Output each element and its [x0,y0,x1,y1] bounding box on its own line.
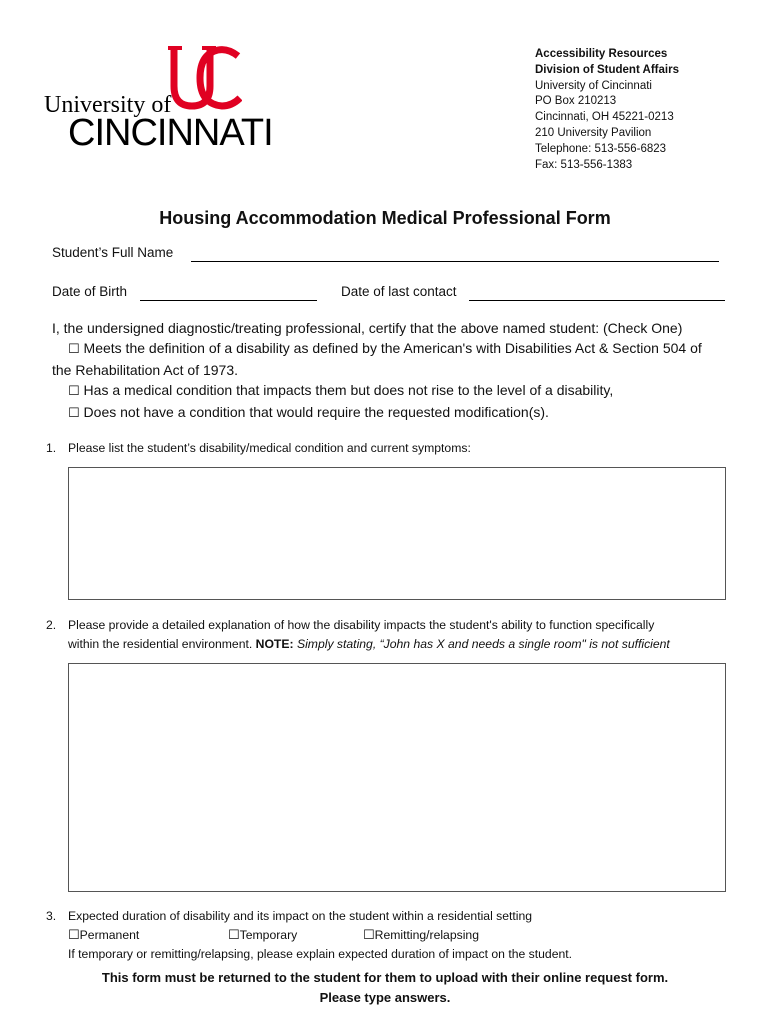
option-label: Has a medical condition that impacts them but does not rise to the level of a disability, [79,382,614,398]
checkbox-icon[interactable]: ☐ [68,342,80,357]
option-medical-condition[interactable] [52,380,732,402]
last-contact-field[interactable] [469,300,725,301]
footer-instructions [0,968,770,1008]
option-label: Meets the definition of a disability as defined by the American's with Disabilities Act & Section 504 of [79,340,702,356]
checkbox-icon[interactable]: ☐ [228,928,240,943]
checkbox-icon[interactable]: ☐ [68,384,80,399]
note-label: NOTE: [252,637,294,651]
logo-cincinnati-text: CINCINNATI [68,112,273,154]
address-line: University of Cincinnati [535,79,652,92]
checkbox-icon[interactable]: ☐ [68,406,80,421]
question-2-answer-box[interactable] [68,663,726,892]
note-text: Simply stating, “John has X and needs a single room" is not sufficient [293,637,670,651]
option-label: Does not have a condition that would require the requested modification(s). [79,404,549,420]
duration-permanent[interactable] [68,926,228,945]
option-disability[interactable] [52,338,732,360]
question-number: 2. [46,618,57,632]
question-2-line-text: within the residential environment. [68,637,253,651]
duration-label: Remitting/relapsing [374,928,479,942]
question-2-line: Please provide a detailed explanation of how the disability impacts the student's ability to function specifically [68,618,655,632]
form-title: Housing Accommodation Medical Professional Form [159,208,611,228]
address-line: Accessibility Resources [535,48,668,60]
student-name-label: Student’s Full Name [52,245,174,260]
question-number: 3. [46,909,57,923]
address-line: Division of Student Affairs [535,63,679,76]
duration-options [68,926,572,964]
duration-remitting[interactable] [363,926,479,945]
question-1-text: Please list the student’s disability/medical condition and current symptoms: [68,441,471,455]
address-line: Cincinnati, OH 45221-0213 [535,111,674,124]
certify-text: I, the undersigned diagnostic/treating professional, certify that the above named student: (Check One) [52,320,683,336]
duration-label: Temporary [239,928,298,942]
footer-line: Please type answers. [319,990,451,1005]
question-2-line [68,635,758,654]
duration-temporary[interactable] [228,926,363,945]
certification-section [52,318,732,424]
question-2-text [68,616,758,654]
dob-label: Date of Birth [52,284,128,299]
question-number: 1. [46,441,57,455]
duration-label: Permanent [79,928,140,942]
address-line: 210 University Pavilion [535,126,652,139]
address-line: Telephone: 513-556-6823 [535,142,667,155]
checkbox-icon[interactable]: ☐ [363,928,375,943]
dob-field[interactable] [140,300,317,301]
address-block [535,47,679,173]
student-name-field[interactable] [191,261,719,262]
logo-university-text: University of [44,92,172,118]
option-label-continued: the Rehabilitation Act of 1973. [52,362,239,378]
footer-line: This form must be returned to the student for them to upload with their online request form. [101,970,669,985]
last-contact-label: Date of last contact [341,284,457,299]
uc-logo-mark [166,42,242,112]
address-line: PO Box 210213 [535,95,617,108]
question-1-answer-box[interactable] [68,467,726,600]
question-3-text: Expected duration of disability and its impact on the student within a residential setting [68,909,533,923]
checkbox-icon[interactable]: ☐ [68,928,80,943]
question-3-followup: If temporary or remitting/relapsing, please explain expected duration of impact on the student. [68,947,573,961]
address-line: Fax: 513-556-1383 [535,158,633,171]
option-no-condition[interactable] [52,402,732,424]
